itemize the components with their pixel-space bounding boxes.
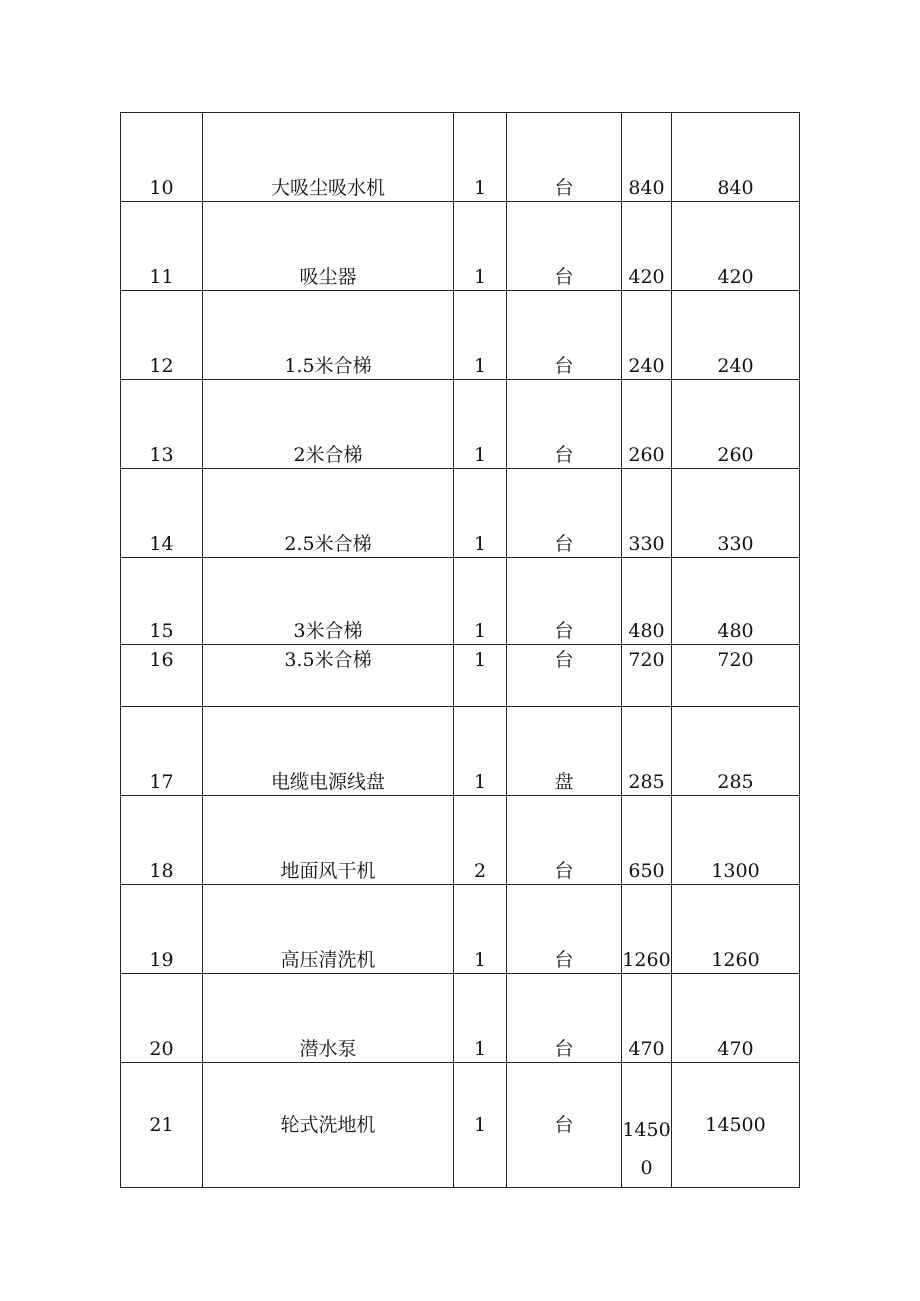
- unit-price: 650: [622, 796, 672, 885]
- item-name: 2米合梯: [203, 380, 454, 469]
- line-total: 240: [672, 291, 800, 380]
- equipment-table: [120, 112, 800, 1188]
- item-quantity: 2: [454, 796, 507, 885]
- row-number: 15: [121, 558, 203, 645]
- item-name: 轮式洗地机: [203, 1063, 454, 1188]
- table-row: [121, 291, 800, 380]
- table-row: [121, 707, 800, 796]
- line-total: 1260: [672, 885, 800, 974]
- item-unit: 盘: [507, 707, 622, 796]
- item-name: 大吸尘吸水机: [203, 113, 454, 202]
- row-number: 20: [121, 974, 203, 1063]
- item-quantity: 1: [454, 707, 507, 796]
- item-name: 地面风干机: [203, 796, 454, 885]
- item-unit: 台: [507, 291, 622, 380]
- item-unit: 台: [507, 558, 622, 645]
- row-number: 18: [121, 796, 203, 885]
- unit-price: 285: [622, 707, 672, 796]
- line-total: 285: [672, 707, 800, 796]
- table-row: [121, 796, 800, 885]
- row-number: 17: [121, 707, 203, 796]
- line-total: 14500: [672, 1063, 800, 1188]
- table-row: [121, 380, 800, 469]
- item-unit: 台: [507, 645, 622, 707]
- line-total: 840: [672, 113, 800, 202]
- line-total: 1300: [672, 796, 800, 885]
- unit-price: 1260: [622, 885, 672, 974]
- item-name: 3.5米合梯: [203, 645, 454, 707]
- row-number: 13: [121, 380, 203, 469]
- item-name: 电缆电源线盘: [203, 707, 454, 796]
- item-quantity: 1: [454, 469, 507, 558]
- line-total: 420: [672, 202, 800, 291]
- unit-price: 480: [622, 558, 672, 645]
- row-number: 14: [121, 469, 203, 558]
- item-name: 1.5米合梯: [203, 291, 454, 380]
- line-total: 330: [672, 469, 800, 558]
- line-total: 470: [672, 974, 800, 1063]
- table-row: [121, 113, 800, 202]
- item-unit: 台: [507, 202, 622, 291]
- item-name: 高压清洗机: [203, 885, 454, 974]
- item-unit: 台: [507, 885, 622, 974]
- table-row: [121, 645, 800, 707]
- line-total: 260: [672, 380, 800, 469]
- item-quantity: 1: [454, 885, 507, 974]
- unit-price: 720: [622, 645, 672, 707]
- row-number: 11: [121, 202, 203, 291]
- item-quantity: 1: [454, 380, 507, 469]
- unit-price: 840: [622, 113, 672, 202]
- item-unit: 台: [507, 113, 622, 202]
- item-quantity: 1: [454, 974, 507, 1063]
- item-quantity: 1: [454, 113, 507, 202]
- item-quantity: 1: [454, 1063, 507, 1188]
- row-number: 10: [121, 113, 203, 202]
- unit-price: 260: [622, 380, 672, 469]
- row-number: 12: [121, 291, 203, 380]
- item-unit: 台: [507, 974, 622, 1063]
- unit-price: 14500: [622, 1063, 672, 1188]
- table-row: [121, 974, 800, 1063]
- item-name: 潜水泵: [203, 974, 454, 1063]
- unit-price: 420: [622, 202, 672, 291]
- item-quantity: 1: [454, 558, 507, 645]
- item-quantity: 1: [454, 291, 507, 380]
- table-row: [121, 469, 800, 558]
- item-name: 3米合梯: [203, 558, 454, 645]
- line-total: 480: [672, 558, 800, 645]
- row-number: 19: [121, 885, 203, 974]
- unit-price: 470: [622, 974, 672, 1063]
- item-unit: 台: [507, 1063, 622, 1188]
- line-total: 720: [672, 645, 800, 707]
- item-name: 吸尘器: [203, 202, 454, 291]
- table-row: [121, 1063, 800, 1188]
- item-unit: 台: [507, 796, 622, 885]
- row-number: 16: [121, 645, 203, 707]
- item-quantity: 1: [454, 202, 507, 291]
- table-row: [121, 202, 800, 291]
- item-name: 2.5米合梯: [203, 469, 454, 558]
- item-quantity: 1: [454, 645, 507, 707]
- item-unit: 台: [507, 380, 622, 469]
- table-row: [121, 885, 800, 974]
- row-number: 21: [121, 1063, 203, 1188]
- unit-price: 330: [622, 469, 672, 558]
- unit-price: 240: [622, 291, 672, 380]
- table-row: [121, 558, 800, 645]
- item-unit: 台: [507, 469, 622, 558]
